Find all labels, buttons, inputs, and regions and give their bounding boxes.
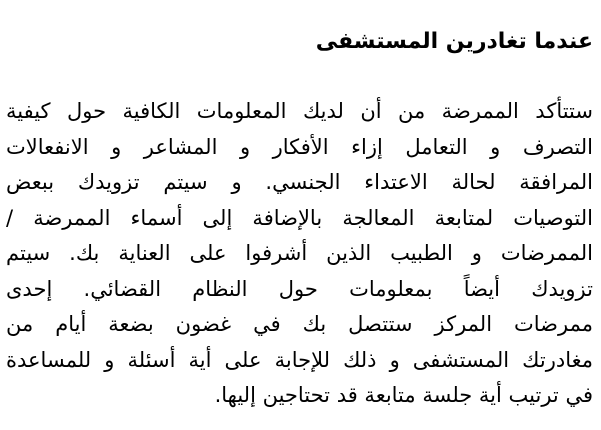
paragraph-line: تزويدك أيضاً بمعلومات حول النظام القضائي. إحدى xyxy=(6,276,593,301)
document-title: عندما تغادرين المستشفى xyxy=(315,29,593,54)
paragraph-line: مغادرتك المستشفى و ذلك للإجابة على أية أسئلة و للمساعدة xyxy=(6,347,593,372)
paragraph-line: ستتأكد الممرضة من أن لديك المعلومات الكافية حول كيفية xyxy=(6,99,593,123)
paragraph-line: في ترتيب أية جلسة متابعة قد تحتاجين إليها. xyxy=(214,383,593,407)
paragraph-line: الممرضات و الطبيب الذين أشرفوا على العناية بك. سيتم xyxy=(6,241,593,265)
paragraph-line: التصرف و التعامل إزاء الأفكار و المشاعر و الانفعالات xyxy=(6,134,593,159)
paragraph-line: التوصيات لمتابعة المعالجة بالإضافة إلى أسماء الممرضة / xyxy=(6,205,593,230)
paragraph-line: المرافقة لحالة الاعتداء الجنسي. و سيتم تزويدك ببعض xyxy=(6,170,593,194)
paragraph-line: ممرضات المركز ستتصل بك في غضون بضعة أيام من xyxy=(6,312,593,336)
document-paragraph xyxy=(6,94,593,414)
